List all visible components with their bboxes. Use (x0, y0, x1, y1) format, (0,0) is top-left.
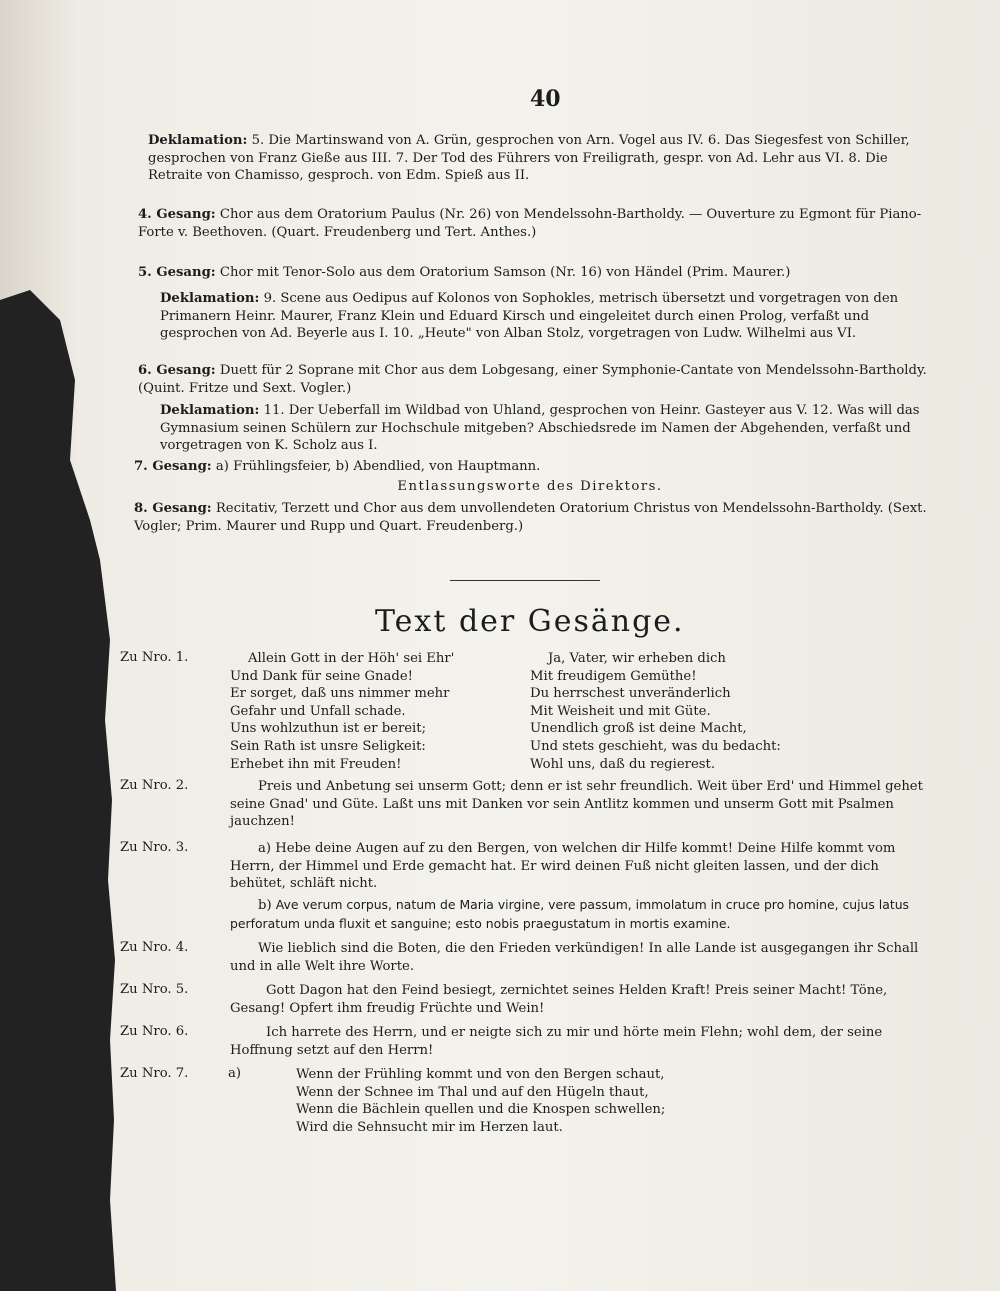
nro1-right-column (530, 650, 781, 773)
program-label: 5. Gesang: (138, 265, 216, 280)
program-item-5 (138, 362, 938, 397)
torn-edge-shadow (0, 0, 120, 1291)
program-item-2 (138, 206, 938, 241)
verse-line: Du herrschest unveränderlich (530, 686, 731, 702)
nro-label: Zu Nro. 5. (120, 982, 189, 997)
nro-label: Zu Nro. 3. (120, 840, 189, 855)
program-item-3 (138, 264, 938, 282)
verse-line: Und Dank für seine Gnade! (230, 668, 413, 684)
verse-line: Wenn der Frühling kommt und von den Bergen schaut, (296, 1067, 665, 1082)
program-label: 6. Gesang: (138, 363, 216, 378)
nro-label: Zu Nro. 1. (120, 650, 189, 665)
nro3-text-a: a) Hebe deine Augen auf zu den Bergen, von welchen dir Hilfe kommt! Deine Hilfe kommt vom Herrn, der Himmel und Erde gemacht hat. Er wird deinen Fuß nicht gleiten lassen, und der dich behütet, schläft nicht. (230, 841, 896, 892)
program-item-9 (134, 500, 938, 535)
verse-line: Wenn die Bächlein quellen und die Knospen schwellen; (296, 1102, 666, 1118)
program-label: Deklamation: (160, 291, 260, 306)
verse-line: Mit Weisheit und mit Güte. (530, 703, 711, 719)
program-text: 5. Die Martinswand von A. Grün, gesprochen von Arn. Vogel aus IV. 6. Das Siegesfest von Schiller, gesprochen von Franz Gieße aus III. 7. Der Tod des Führers von Freiligrath, gespr. von Ad. Lehr aus VI. 8. Die Retraite von Chamisso, gesproch. von Edm. Spieß aus II. (148, 133, 910, 184)
program-label: Deklamation: (148, 133, 248, 148)
program-text: Recitativ, Terzett und Chor aus dem unvollendeten Oratorium Christus von Mendelssohn-Bartholdy. (Sext. Vogler; Prim. Maurer und Rupp und Quart. Freudenberg.) (134, 501, 927, 534)
program-text: 9. Scene aus Oedipus auf Kolonos von Sophokles, metrisch übersetzt und vorgetragen von den Primanern Heinr. Maurer, Franz Klein und Eduard Kirsch und eingeleitet durch einen Prolog, verfaßt und gesprochen von Ad. Beyerle aus I. 10. „Heute" von Alban Stolz, vorgetragen von Ludw. Wilhelmi aus VI. (160, 291, 899, 342)
program-item-8: Entlassungsworte des Direktors. (397, 479, 663, 494)
verse-line: Sein Rath ist unsre Seligkeit: (230, 738, 426, 754)
nro3-b-latin: Ave verum corpus, natum de Maria virgine, vere passum, immolatum in cruce pro homine, cujus latus perforatum unda fluxit et sanguine; esto nobis praegustatum in mortis examine. (230, 897, 910, 931)
verse-line: Mit freudigem Gemüthe! (530, 668, 697, 684)
nro-label: Zu Nro. 7. (120, 1066, 189, 1081)
nro-label: Zu Nro. 2. (120, 778, 189, 793)
nro7-prefix: a) (228, 1066, 242, 1081)
program-text: a) Frühlingsfeier, b) Abendlied, von Hauptmann. (215, 459, 541, 474)
program-text: Chor mit Tenor-Solo aus dem Oratorium Samson (Nr. 16) von Händel (Prim. Maurer.) (219, 265, 791, 280)
program-text: 11. Der Ueberfall im Wildbad von Uhland, gesprochen von Heinr. Gasteyer aus V. 12. Was will das Gymnasium seinen Schülern zur Hochschule mitgeben? Abschiedsrede im Namen der Abgehenden, verfaßt und vorgetragen von K. Scholz aus I. (160, 403, 920, 454)
verse-line: Wohl uns, daß du regierest. (530, 756, 716, 772)
verse-line: Unendlich groß ist deine Macht, (530, 721, 747, 737)
nro3-text-b (230, 896, 938, 933)
nro6-text: Ich harrete des Herrn, und er neigte sich zu mir und hörte mein Flehn; wohl dem, der seine Hoffnung setzt auf den Herrn! (230, 1025, 883, 1058)
verse-line: Und stets geschieht, was du bedacht: (530, 738, 781, 754)
verse-line: Ja, Vater, wir erheben dich (548, 651, 726, 666)
program-item-4 (160, 290, 938, 343)
program-item-1 (148, 132, 938, 185)
section-divider (450, 580, 600, 581)
page-content (120, 0, 940, 1291)
verse-line: Wenn der Schnee im Thal und auf den Hügeln thaut, (296, 1084, 649, 1100)
verse-line: Gefahr und Unfall schade. (230, 703, 406, 719)
nro3-b-prefix: b) (258, 898, 272, 913)
program-item-7 (134, 458, 938, 476)
nro-label: Zu Nro. 4. (120, 940, 189, 955)
program-text: Chor aus dem Oratorium Paulus (Nr. 26) von Mendelssohn-Bartholdy. — Ouverture zu Egmont für Piano-Forte v. Beethoven. (Quart. Freudenberg und Tert. Anthes.) (138, 207, 922, 240)
section-title: Text der Gesänge. (375, 604, 685, 639)
verse-line: Wird die Sehnsucht mir im Herzen laut. (296, 1119, 563, 1135)
verse-line: Allein Gott in der Höh' sei Ehr' (248, 651, 455, 666)
nro-label: Zu Nro. 6. (120, 1024, 189, 1039)
nro4-text: Wie lieblich sind die Boten, die den Frieden verkündigen! In alle Lande ist ausgegangen ihr Schall und in alle Welt ihre Worte. (230, 941, 919, 974)
program-item-6 (160, 402, 938, 455)
program-label: 7. Gesang: (134, 459, 212, 474)
nro7-verse (296, 1066, 665, 1136)
verse-line: Erhebet ihn mit Freuden! (230, 756, 402, 772)
program-label: Deklamation: (160, 403, 260, 418)
nro1-left-column (230, 650, 454, 773)
verse-line: Uns wohlzuthun ist er bereit; (230, 721, 427, 737)
nro2-text: Preis und Anbetung sei unserm Gott; denn er ist sehr freundlich. Weit über Erd' und Himmel gehet seine Gnad' und Güte. Laßt uns mit Danken vor sein Antlitz kommen und unserm Gott mit Psalmen jauchzen! (230, 779, 923, 830)
nro5-text: Gott Dagon hat den Feind besiegt, zernichtet seines Helden Kraft! Preis seiner Macht! Töne, Gesang! Opfert ihm freudig Früchte und Wein! (230, 983, 888, 1016)
page-number: 40 (530, 86, 561, 112)
program-label: 4. Gesang: (138, 207, 216, 222)
verse-line: Er sorget, daß uns nimmer mehr (230, 686, 450, 702)
program-text: Duett für 2 Soprane mit Chor aus dem Lobgesang, einer Symphonie-Cantate von Mendelssohn-Bartholdy. (Quint. Fritze und Sext. Vogler.) (138, 363, 927, 396)
program-label: 8. Gesang: (134, 501, 212, 516)
